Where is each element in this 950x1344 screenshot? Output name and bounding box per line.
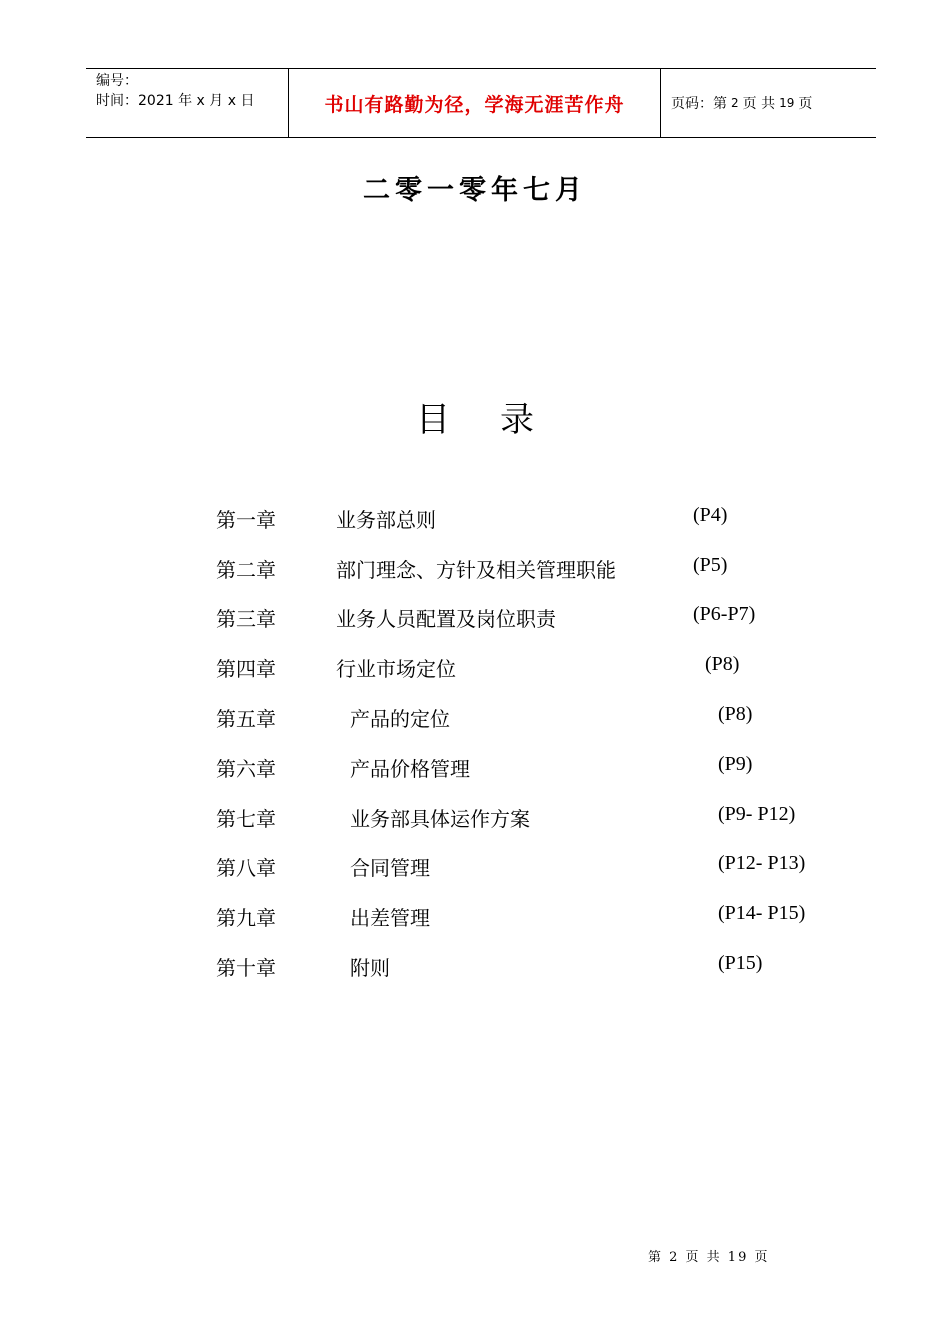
toc-chapter: 第十章 <box>216 956 276 980</box>
toc-pages: (P9- P12) <box>718 803 796 825</box>
toc-title-text: 业务部总则 <box>336 508 436 532</box>
toc-chapter: 第四章 <box>216 657 276 681</box>
toc-pages: (P8) <box>705 653 740 675</box>
header-page-info <box>661 69 876 137</box>
toc-chapter: 第六章 <box>216 757 276 781</box>
toc-pages: (P12- P13) <box>718 852 806 874</box>
toc-title-text: 部门理念、方针及相关管理职能 <box>336 558 616 582</box>
toc-pages: (P6-P7) <box>693 603 756 625</box>
toc-entry[interactable] <box>0 603 950 635</box>
toc-entry[interactable] <box>0 753 950 785</box>
toc-title-char-1: 目 <box>416 400 450 440</box>
number-label: 编号： <box>96 73 138 89</box>
page-prefix: 页码：第 <box>671 96 727 112</box>
toc-chapter: 第五章 <box>216 707 276 731</box>
toc-chapter: 第七章 <box>216 807 276 831</box>
toc-entry[interactable] <box>0 653 950 685</box>
toc-entry[interactable] <box>0 803 950 835</box>
toc-title-text: 附则 <box>350 956 390 980</box>
toc-chapter: 第三章 <box>216 607 276 631</box>
page-current: 2 <box>731 96 739 110</box>
toc-entry[interactable] <box>0 902 950 934</box>
toc-chapter: 第九章 <box>216 906 276 930</box>
toc-chapter: 第二章 <box>216 558 276 582</box>
page-mid: 页 共 <box>742 96 776 112</box>
date-title: 二零一零年七月 <box>363 175 587 206</box>
toc-title-text: 行业市场定位 <box>336 657 456 681</box>
toc-title-text: 业务人员配置及岗位职责 <box>336 607 556 631</box>
toc-pages: (P8) <box>718 703 753 725</box>
time-label: 时间：2021 年 x 月 x 日 <box>96 93 255 109</box>
toc-title-text: 产品的定位 <box>350 707 450 731</box>
toc-entry[interactable] <box>0 504 950 536</box>
toc-pages: (P15) <box>718 952 763 974</box>
toc-pages: (P4) <box>693 504 728 526</box>
toc-title <box>0 392 950 441</box>
toc-entry[interactable] <box>0 703 950 735</box>
toc-pages: (P9) <box>718 753 753 775</box>
toc-title-text: 业务部具体运作方案 <box>350 807 530 831</box>
toc-pages: (P5) <box>693 554 728 576</box>
page-header <box>86 68 876 138</box>
header-motto: 书山有路勤为径，学海无涯苦作舟 <box>288 69 661 137</box>
toc-title-text: 出差管理 <box>350 906 430 930</box>
toc-entry[interactable] <box>0 554 950 586</box>
page-footer: 第 2 页 共 19 页 <box>648 1250 770 1265</box>
page-suffix: 页 <box>798 96 813 112</box>
toc-title-char-2: 录 <box>500 400 534 440</box>
toc-entry[interactable] <box>0 852 950 884</box>
toc-title-text: 产品价格管理 <box>350 757 470 781</box>
toc-chapter: 第一章 <box>216 508 276 532</box>
page-total: 19 <box>779 96 795 110</box>
toc-title-text: 合同管理 <box>350 856 430 880</box>
header-meta <box>86 69 288 137</box>
toc-chapter: 第八章 <box>216 856 276 880</box>
toc-entry[interactable] <box>0 952 950 984</box>
toc-pages: (P14- P15) <box>718 902 806 924</box>
